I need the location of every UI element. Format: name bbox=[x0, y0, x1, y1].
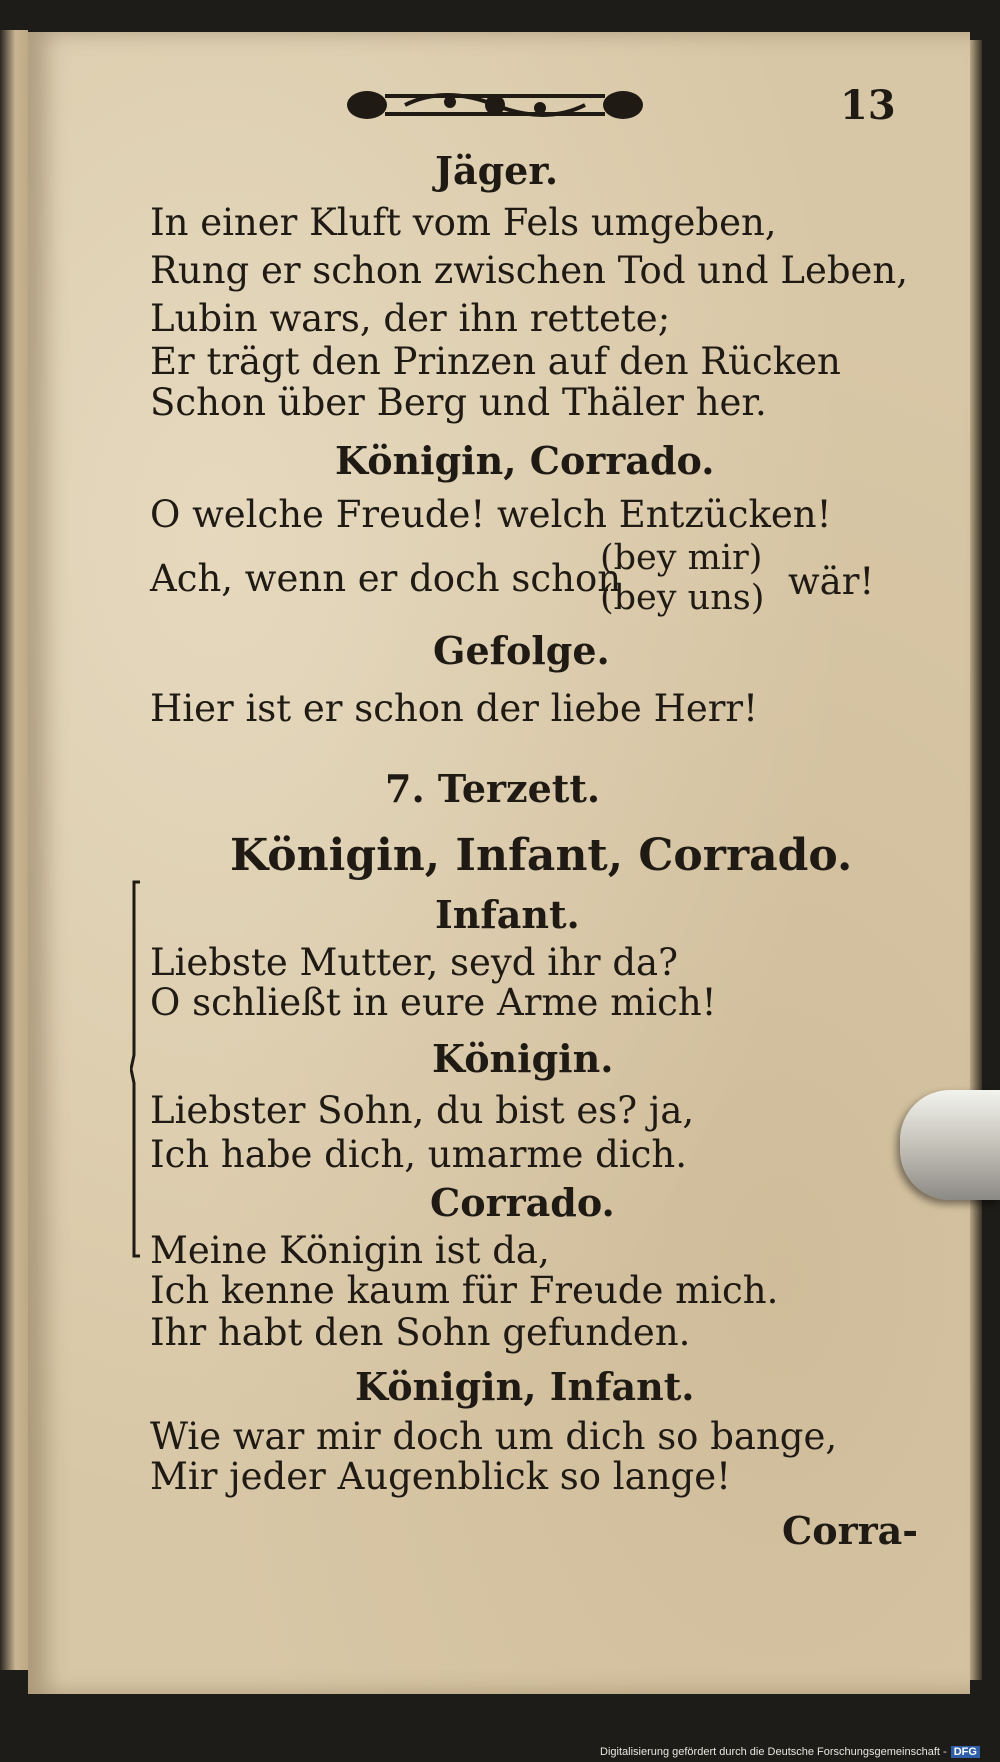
speaker-corrado: Corrado. bbox=[430, 1180, 615, 1225]
verse-line: Wie war mir doch um dich so bange, bbox=[150, 1415, 838, 1458]
verse-line: Meine Königin ist da, bbox=[150, 1229, 550, 1272]
alternative-reading bbox=[600, 538, 764, 619]
credit-text: Digitalisierung gefördert durch die Deutsche Forschungsgemeinschaft - bbox=[600, 1746, 947, 1758]
floral-headpiece-ornament-icon bbox=[345, 80, 645, 130]
characters-heading: Königin, Infant, Corrado. bbox=[230, 830, 853, 881]
speaker-koenigin: Königin. bbox=[432, 1036, 614, 1081]
verse-line: Liebste Mutter, seyd ihr da? bbox=[150, 941, 678, 984]
verse-line: Ach, wenn er doch schon bbox=[150, 557, 622, 600]
verse-line: O schließt in eure Arme mich! bbox=[150, 981, 717, 1024]
speaker-koenigin-infant: Königin, Infant. bbox=[355, 1364, 695, 1409]
page-clip-icon bbox=[900, 1090, 1000, 1200]
speaker-jaeger: Jäger. bbox=[435, 148, 559, 193]
number-heading: 7. Terzett. bbox=[385, 766, 601, 811]
book-spine bbox=[0, 30, 28, 1670]
verse-line: Hier ist er schon der liebe Herr! bbox=[150, 687, 758, 730]
brace-bracket-icon bbox=[130, 880, 142, 1258]
verse-line: Rung er schon zwischen Tod und Leben, bbox=[150, 249, 909, 292]
speaker-infant: Infant. bbox=[435, 892, 580, 937]
speaker-koenigin-corrado: Königin, Corrado. bbox=[335, 438, 715, 483]
catchword: Corra- bbox=[782, 1508, 919, 1553]
verse-line: Liebster Sohn, du bist es? ja, bbox=[150, 1089, 695, 1132]
verse-line: Ihr habt den Sohn gefunden. bbox=[150, 1311, 691, 1354]
speaker-gefolge: Gefolge. bbox=[433, 628, 610, 673]
verse-line: Er trägt den Prinzen auf den Rücken bbox=[150, 340, 841, 383]
page-edge bbox=[970, 40, 982, 1680]
verse-line: In einer Kluft vom Fels umgeben, bbox=[150, 201, 777, 244]
choice-top: (bey mir) bbox=[600, 538, 763, 578]
verse-line: Mir jeder Augenblick so lange! bbox=[150, 1455, 731, 1498]
verse-line: Ich habe dich, umarme dich. bbox=[150, 1133, 687, 1176]
dfg-logo: DFG bbox=[951, 1746, 980, 1758]
verse-line: O welche Freude! welch Entzücken! bbox=[150, 493, 832, 536]
choice-bottom: (bey uns) bbox=[600, 578, 765, 619]
verse-line: Ich kenne kaum für Freude mich. bbox=[150, 1269, 779, 1312]
verse-line: Schon über Berg und Thäler her. bbox=[150, 381, 767, 424]
page-number: 13 bbox=[840, 82, 896, 129]
digitization-credit bbox=[600, 1746, 980, 1758]
verse-line-end: wär! bbox=[788, 560, 875, 603]
verse-line: Lubin wars, der ihn rettete; bbox=[150, 297, 671, 340]
